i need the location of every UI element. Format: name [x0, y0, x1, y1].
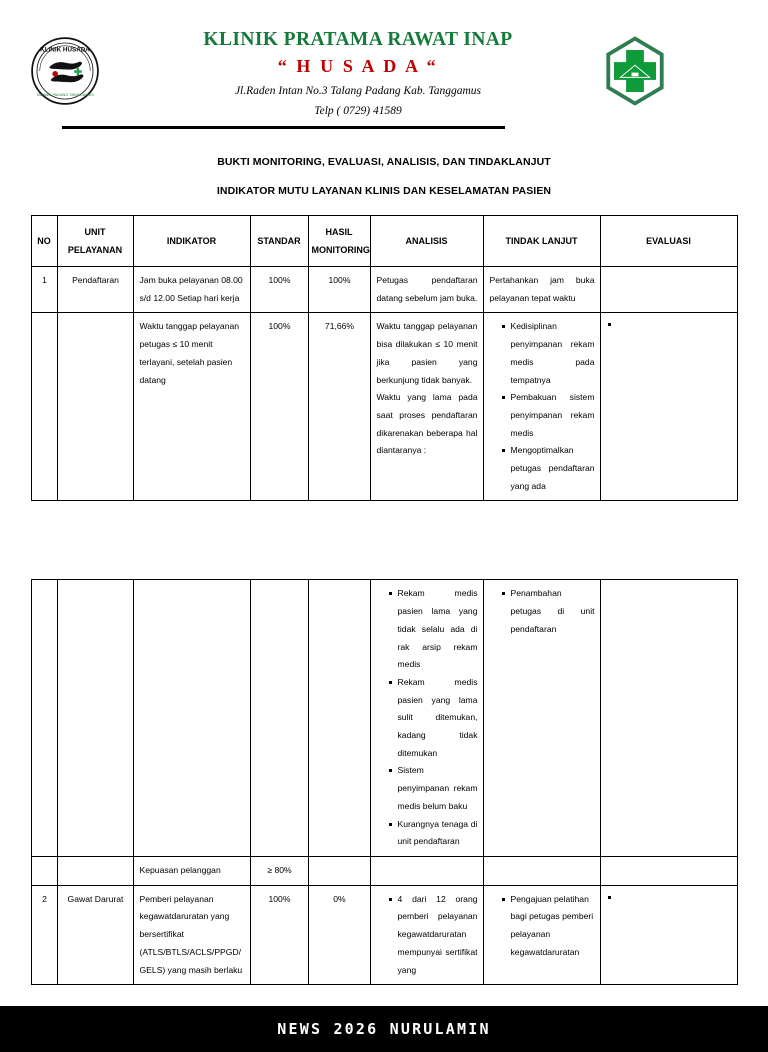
- cell-unit-pelayanan: Gawat Darurat: [57, 885, 133, 985]
- table-row: [31, 267, 737, 313]
- cell-no: [31, 313, 57, 501]
- letterhead: [0, 28, 768, 136]
- table-row: [31, 580, 737, 857]
- cell-unit-pelayanan: [57, 580, 133, 857]
- analisis-bullet-list: [377, 585, 478, 851]
- column-header-unit-pelayanan-l1: UNIT: [84, 227, 106, 237]
- cell-unit-pelayanan: [57, 856, 133, 885]
- column-header-hasil-monitoring: [308, 216, 370, 267]
- column-header-hasil-monitoring-l1: HASIL: [325, 227, 353, 237]
- cell-analisis: [370, 885, 483, 985]
- cell-indikator: Pemberi pelayanan kegawatdaruratan yang bersertifikat (ATLS/BTLS/ACLS/PPGD/GELS) yang masih berlaku: [133, 885, 250, 985]
- tindak-lanjut-bullet-list: [490, 318, 595, 495]
- cell-tindak-lanjut: [483, 856, 600, 885]
- letterhead-divider: [62, 126, 505, 129]
- cell-analisis: [370, 856, 483, 885]
- cell-tindak-lanjut: [483, 313, 600, 501]
- list-item: Sistem penyimpanan rekam medis belum baku: [389, 762, 478, 815]
- cell-evaluasi: [600, 580, 737, 857]
- cell-no: 1: [31, 267, 57, 313]
- cell-indikator: [133, 580, 250, 857]
- list-item: Rekam medis pasien lama yang tidak selalu ada di rak arsip rekam medis: [389, 585, 478, 674]
- table-header-row: [31, 216, 737, 267]
- cell-indikator: Kepuasan pelanggan: [133, 856, 250, 885]
- cell-standar: ≥ 80%: [250, 856, 308, 885]
- klinik-husada-logo: [30, 36, 100, 106]
- cell-indikator: Waktu tanggap pelayanan petugas ≤ 10 menit terlayani, setelah pasien datang: [133, 313, 250, 501]
- list-item: Mengoptimalkan petugas pendaftaran yang ada: [502, 442, 595, 495]
- cell-standar: 100%: [250, 267, 308, 313]
- svg-text:KLINIK HUSADA: KLINIK HUSADA: [40, 46, 90, 54]
- cell-standar: 100%: [250, 885, 308, 985]
- cell-analisis: Petugas pendaftaran datang sebelum jam buka.: [370, 267, 483, 313]
- cell-unit-pelayanan: Pendaftaran: [57, 267, 133, 313]
- cell-analisis: [370, 313, 483, 501]
- footer-watermark-text: NEWS 2026 NURULAMIN: [277, 1020, 491, 1038]
- table-row: [31, 885, 737, 985]
- cell-evaluasi: [600, 885, 737, 985]
- column-header-tindak-lanjut: TINDAK LANJUT: [483, 216, 600, 267]
- list-item: Kurangnya tenaga di unit pendaftaran: [389, 816, 478, 851]
- footer-watermark-bar: [0, 1006, 768, 1052]
- letterhead-text-block: [128, 28, 588, 121]
- monitoring-table-section-1: [31, 215, 738, 501]
- cell-tindak-lanjut: Pertahankan jam buka pelayanan tepat waktu: [483, 267, 600, 313]
- cell-evaluasi: [600, 856, 737, 885]
- cell-evaluasi: [600, 313, 737, 501]
- evaluasi-empty-bullet: [607, 891, 732, 900]
- cell-evaluasi: [600, 267, 737, 313]
- column-header-unit-pelayanan: [57, 216, 133, 267]
- tindak-lanjut-bullet-list: [490, 891, 595, 962]
- document-title-line-2: INDIKATOR MUTU LAYANAN KLINIS DAN KESELAMATAN PASIEN: [216, 185, 552, 197]
- cell-no: 2: [31, 885, 57, 985]
- document-title-line-1: BUKTI MONITORING, EVALUASI, ANALISIS, DAN TINDAKLANJUT: [217, 156, 551, 168]
- analisis-bullet-list: [377, 891, 478, 980]
- cell-hasil-monitoring: 0%: [308, 885, 370, 985]
- cell-analisis: [370, 580, 483, 857]
- cell-hasil-monitoring: [308, 856, 370, 885]
- list-item: 4 dari 12 orang pemberi pelayanan kegawatdaruratan mempunyai sertifikat yang: [389, 891, 478, 980]
- cell-tindak-lanjut: [483, 885, 600, 985]
- column-header-unit-pelayanan-l2: PELAYANAN: [67, 245, 123, 255]
- cell-indikator: Jam buka pelayanan 08.00 s/d 12.00 Setiap hari kerja: [133, 267, 250, 313]
- cell-hasil-monitoring: [308, 580, 370, 857]
- column-header-hasil-monitoring-l2: MONITORING: [311, 245, 370, 255]
- cell-no: [31, 580, 57, 857]
- cell-no: [31, 856, 57, 885]
- list-item: Kedisiplinan penyimpanan rekam medis pada tempatnya: [502, 318, 595, 389]
- analisis-paragraph-1: Waktu tanggap pelayanan bisa dilakukan ≤ 10 menit jika pasien yang berkunjung tidak banyak.: [376, 321, 478, 385]
- cell-tindak-lanjut: [483, 580, 600, 857]
- column-header-evaluasi: EVALUASI: [600, 216, 737, 267]
- list-item: Pengajuan pelatihan bagi petugas pemberi pelayanan kegawatdaruratan: [502, 891, 595, 962]
- page-break-gap: [0, 501, 768, 579]
- tindak-lanjut-bullet-list: [490, 585, 595, 638]
- column-header-standar: STANDAR: [250, 216, 308, 267]
- clinic-address: Jl.Raden Intan No.3 Talang Padang Kab. Tanggamus: [234, 84, 482, 97]
- clinic-brand: “ H U S A D A “: [277, 56, 439, 77]
- clinic-name: KLINIK PRATAMA RAWAT INAP: [203, 29, 513, 50]
- clinic-phone: Telp ( 0729) 41589: [314, 105, 402, 118]
- cell-standar: 100%: [250, 313, 308, 501]
- document-title: [0, 156, 768, 197]
- list-item: Rekam medis pasien yang lama sulit ditemukan, kadang tidak ditemukan: [389, 674, 478, 763]
- cell-unit-pelayanan: [57, 313, 133, 501]
- evaluasi-empty-bullet: [607, 318, 732, 327]
- list-item: Penambahan petugas di unit pendaftaran: [502, 585, 595, 638]
- column-header-no: NO: [31, 216, 57, 267]
- monitoring-table-section-2: [31, 579, 738, 985]
- column-header-indikator: INDIKATOR: [133, 216, 250, 267]
- analisis-paragraph-2: Waktu yang lama pada saat proses pendaftaran dikarenakan beberapa hal diantaranya :: [376, 392, 478, 456]
- green-cross-clinic-logo: [602, 36, 668, 106]
- column-header-analisis: ANALISIS: [370, 216, 483, 267]
- cell-hasil-monitoring: 71,66%: [308, 313, 370, 501]
- cell-hasil-monitoring: 100%: [308, 267, 370, 313]
- cell-standar: [250, 580, 308, 857]
- table-row: [31, 856, 737, 885]
- svg-text:TALANG PADANG TANGGAMUS: TALANG PADANG TANGGAMUS: [36, 93, 94, 98]
- table-row: [31, 313, 737, 501]
- list-item: Pembakuan sistem penyimpanan rekam medis: [502, 389, 595, 442]
